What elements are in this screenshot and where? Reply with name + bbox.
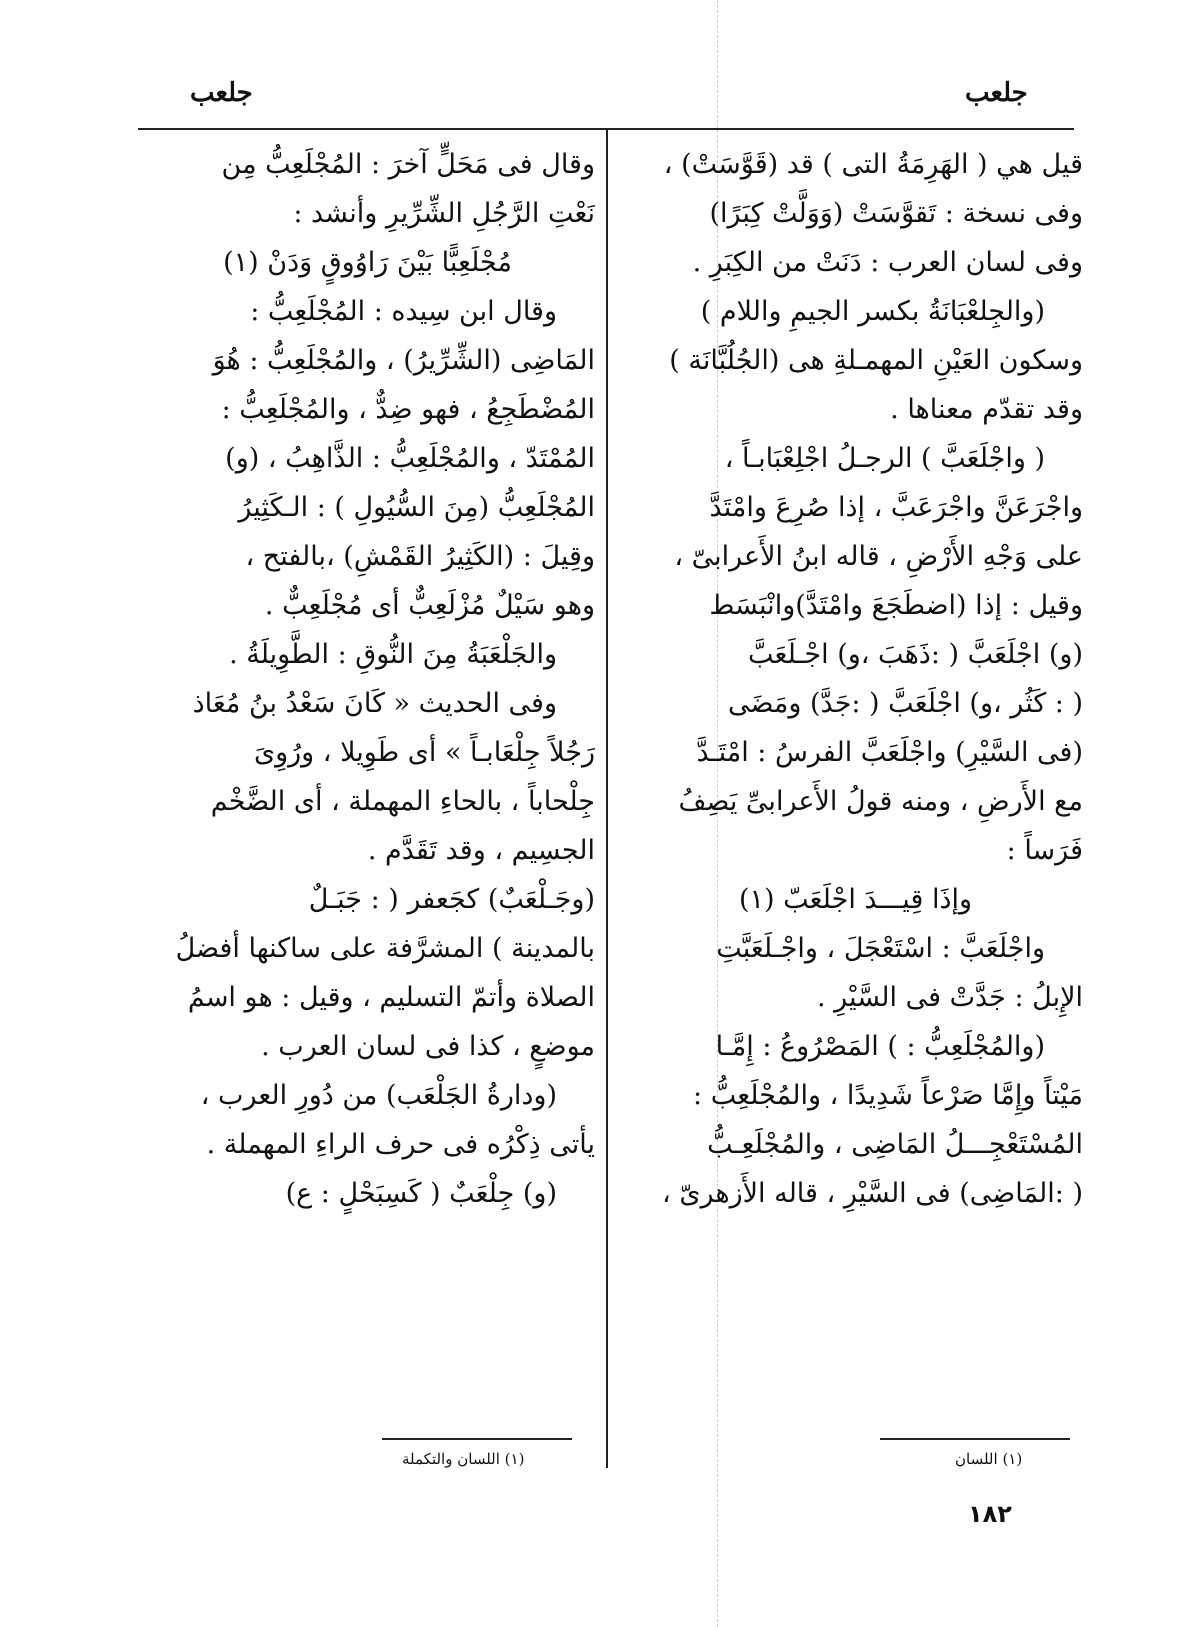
text-line: قيل هي ( الهَرِمَةُ التى ) قد (قَوَّسَتْ) ، <box>663 149 1083 180</box>
text-line: ( : كَثُر ،و) اجْلَعَبَّ ( :جَدَّ) ومَضَى <box>727 688 1083 719</box>
text-line: وهو سَيْلٌ مُزْلَعِبٌّ أى مُجْلَعِبٌّ . <box>264 590 595 621</box>
text-line: مع الأَرضِ ، ومنه قولُ الأَعرابىِّ يَصِفُ <box>678 786 1083 817</box>
text-line: على وَجْهِ الأَرْضِ ، قاله ابنُ الأَعرابىّ ، <box>674 541 1083 572</box>
text-line: وقال ابن سِيده : المُجْلَعِبُّ : <box>250 296 557 327</box>
verse-line: وإذَا قِيـــدَ اجْلَعَبّ (١) <box>738 884 973 915</box>
text-line: ( :المَاضِى) فى السَّيْرِ ، قاله الأَزهرىّ ، <box>662 1178 1083 1209</box>
footnote-left: (١) اللسان والتكملة <box>402 1450 525 1468</box>
text-line: الصلاة وأتمّ التسليم ، وقيل : هو اسمُ <box>187 982 595 1013</box>
page-number: ١٨٢ <box>968 1500 1012 1528</box>
text-line: (ودارةُ الجَلْعَب) من دُورِ العرب ، <box>200 1080 557 1111</box>
right-text-column <box>628 140 1083 1218</box>
text-line: (وجَـلْعَبٌ) كجَعفر ( : جَبَـلٌ <box>308 884 595 915</box>
text-line: المُجْلَعِبُّ (مِنَ السُّيُولِ ) : الـكَثِيرُ <box>238 492 595 523</box>
text-line: مَيْتاً وإِمَّا صَرْعاً شَدِيدًا ، والمُجْلَعِبُّ : <box>693 1080 1083 1111</box>
text-line: رَجُلاً جِلْعَابـاً » أى طَوِيلا ، ورُوِىَ <box>253 737 595 768</box>
text-line: واجْرَعَنَّ واجْرَعَبَّ ، إذا صُرِعَ وامْتَدَّ <box>709 492 1083 523</box>
left-text-column <box>140 140 595 1218</box>
text-line: المُسْتَعْجِـــلُ المَاضِى ، والمُجْلَعِـبُّ <box>707 1129 1083 1160</box>
text-line: وسكون العَيْنِ المهمـلةِ هى (الجُلُبَّانَة ) <box>669 345 1083 376</box>
footnote-rule-right <box>880 1438 1070 1440</box>
verse-line: مُجْلَعِبًّا بَيْنَ رَاوُوقٍ وَدَنْ (١) <box>223 247 512 278</box>
text-line: وقيل : إذا (اضطَجَعَ وامْتَدَّ)وانْبَسَط <box>709 590 1083 621</box>
text-line: والجَلْعَبَةُ مِنَ النُّوقِ : الطَّوِيلَةُ . <box>229 639 557 670</box>
text-line: (فى السَّيْرِ) واجْلَعَبَّ الفرسُ : امْتَـدَّ <box>696 737 1083 768</box>
text-line: بالمدينة ) المشرَّفة على ساكنها أفضلُ <box>175 933 595 964</box>
text-line: المُمْتَدّ ، والمُجْلَعِبُّ : الذَّاهِبُ ، (و) <box>225 443 595 474</box>
text-line: الإِبلُ : جَدَّتْ فى السَّيْرِ . <box>816 982 1083 1013</box>
text-line: موضعٍ ، كذا فى لسان العرب . <box>261 1031 595 1062</box>
text-line: واجْلَعَبَّ : اسْتَعْجَلَ ، واجْـلَعَبَّتِ <box>716 933 1045 964</box>
text-line: جِلْحاباً ، بالحاءِ المهملة ، أى الضَّخْم <box>210 786 595 817</box>
text-line: وقال فى مَحَلٍّ آخرَ : المُجْلَعِبُّ مِن <box>221 149 595 180</box>
text-line: نَعْتِ الرَّجُلِ الشِّرِّيرِ وأنشد : <box>293 198 595 229</box>
text-line: يأتى ذِكْرُه فى حرف الراءِ المهملة . <box>206 1129 595 1160</box>
text-line: (و) اجْلَعَبَّ ( :ذَهَبَ ،و) اجْـلَعَبَّ <box>748 639 1083 670</box>
footnote-rule-left <box>382 1438 572 1440</box>
text-line: (و) جِلْعَبٌ ( كَسِبَحْلٍ : ع) <box>285 1178 557 1209</box>
footnote-right: (١) اللسان <box>955 1450 1023 1468</box>
column-divider <box>606 128 608 1468</box>
text-line: المَاضِى (الشِّرِّيرُ) ، والمُجْلَعِبُّ : هُوَ <box>212 345 595 376</box>
text-line: وقد تقدّم معناها . <box>890 394 1083 425</box>
text-line: وفى الحديث « كَانَ سَعْدُ بنُ مُعَاذ <box>192 688 557 719</box>
text-line: (والجِلعْبَانَةُ بكسر الجيمِ واللام ) <box>700 296 1045 327</box>
running-header-left: جلعب <box>190 78 253 108</box>
text-line: وقِيلَ : (الكَثِيرُ القَمْشِ) ،بالفتح ، <box>245 541 595 572</box>
text-line: (والمُجْلَعِبُّ : ) المَصْرُوعُ : إِمَّـا <box>715 1031 1045 1062</box>
running-header-right: جلعب <box>965 78 1028 108</box>
text-line: وفى نسخة : تَقوَّسَتْ (وَوَلَّتْ كِبَرًا) <box>709 198 1083 229</box>
text-line: فَرَساً : <box>1006 835 1083 866</box>
text-line: الجسِيم ، وقد تَقَدَّم . <box>367 835 595 866</box>
text-line: المُضْطَجِعُ ، فهو ضِدٌّ ، والمُجْلَعِبُّ : <box>221 394 595 425</box>
text-line: ( واجْلَعَبَّ ) الرجـلُ اجْلِعْبَابـاً ، <box>724 443 1045 474</box>
text-line: وفى لسان العرب : دَنَتْ من الكِبَرِ . <box>692 247 1083 278</box>
